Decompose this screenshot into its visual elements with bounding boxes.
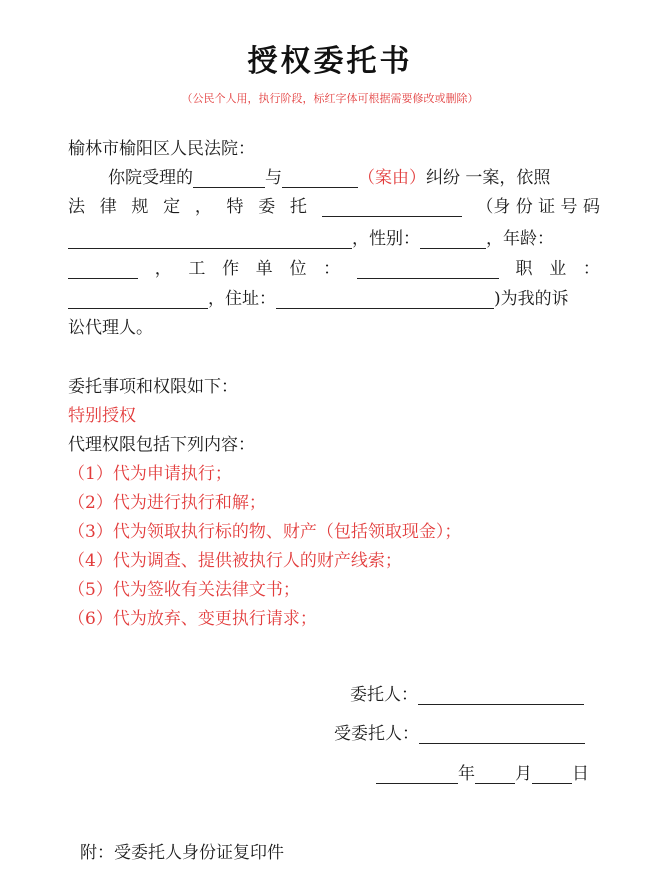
char: 法: [68, 197, 85, 217]
char: 工: [188, 259, 206, 279]
char: ：: [323, 259, 341, 279]
id-number-blank[interactable]: [68, 230, 352, 249]
case-cause-text: （案由）: [358, 168, 426, 188]
party-b-blank[interactable]: [282, 169, 358, 188]
party-a-blank[interactable]: [193, 169, 265, 188]
usage-note: （公民个人用，执行阶段，标红字体可根据需要修改或删除）: [181, 92, 479, 105]
char: 业: [549, 259, 567, 279]
address-label: ，住址：: [208, 289, 276, 309]
agent-signature: [334, 719, 585, 744]
attachment-note: 附：受委托人身份证复印件: [80, 843, 284, 863]
address-blank[interactable]: [276, 290, 494, 309]
year-blank[interactable]: [376, 765, 458, 784]
char: 特: [226, 197, 244, 217]
day-label: 日: [572, 764, 589, 784]
char: 单: [255, 259, 273, 279]
char: 职: [515, 259, 533, 279]
body-line-5: [68, 284, 569, 309]
date-line: [376, 759, 589, 784]
char: 律: [99, 197, 117, 217]
agent-appointment-text: )为我的诉: [494, 289, 569, 309]
case-prefix-text: 你院受理的: [108, 168, 193, 188]
court-addressee: 榆林市榆阳区人民法院：: [68, 139, 255, 159]
scope-heading: 代理权限包括下列内容：: [68, 435, 255, 455]
body-line-2: [68, 192, 600, 217]
agent-label: 受委托人：: [334, 724, 419, 744]
age-label: ，年龄：: [486, 229, 554, 249]
char: ，: [194, 197, 212, 217]
char: 位: [289, 259, 307, 279]
workplace-blank[interactable]: [357, 260, 499, 279]
char: ，: [154, 259, 172, 279]
char: 规: [131, 197, 149, 217]
case-suffix-text: 纠纷 一案，依照: [426, 168, 551, 188]
occupation-blank[interactable]: [68, 290, 208, 309]
gender-label: ，性别：: [352, 229, 420, 249]
char: 委: [258, 197, 276, 217]
gender-blank[interactable]: [420, 230, 486, 249]
body-line-3: [68, 224, 554, 249]
authority-item: （6）代为放弃、变更执行请求；: [68, 609, 317, 629]
agent-blank[interactable]: [419, 725, 585, 744]
authority-item: （2）代为进行执行和解；: [68, 493, 266, 513]
principal-signature: [350, 680, 584, 705]
agent-name-blank[interactable]: [322, 198, 462, 217]
month-label: 月: [515, 764, 532, 784]
char: 作: [222, 259, 240, 279]
authority-item: （4）代为调查、提供被执行人的财产线索；: [68, 551, 402, 571]
with-text: 与: [265, 168, 282, 188]
principal-label: 委托人：: [350, 685, 418, 705]
age-blank[interactable]: [68, 260, 138, 279]
id-number-label: （身 份 证 号 码: [476, 197, 600, 217]
year-label: 年: [458, 764, 475, 784]
special-authorization: 特别授权: [68, 406, 136, 426]
matters-heading: 委托事项和权限如下：: [68, 377, 238, 397]
body-line-1: [108, 163, 550, 188]
char: 定: [163, 197, 181, 217]
char: 托: [289, 197, 307, 217]
char: ：: [582, 259, 600, 279]
month-blank[interactable]: [475, 765, 515, 784]
document-title: 授权委托书: [247, 44, 413, 79]
body-line-4: [68, 254, 600, 279]
day-blank[interactable]: [532, 765, 572, 784]
authority-item: （3）代为领取执行标的物、财产（包括领取现金）；: [68, 522, 462, 542]
principal-blank[interactable]: [418, 686, 584, 705]
authority-item: （1）代为申请执行；: [68, 464, 232, 484]
body-line-6: 讼代理人。: [68, 318, 153, 338]
authority-item: （5）代为签收有关法律文书；: [68, 580, 300, 600]
